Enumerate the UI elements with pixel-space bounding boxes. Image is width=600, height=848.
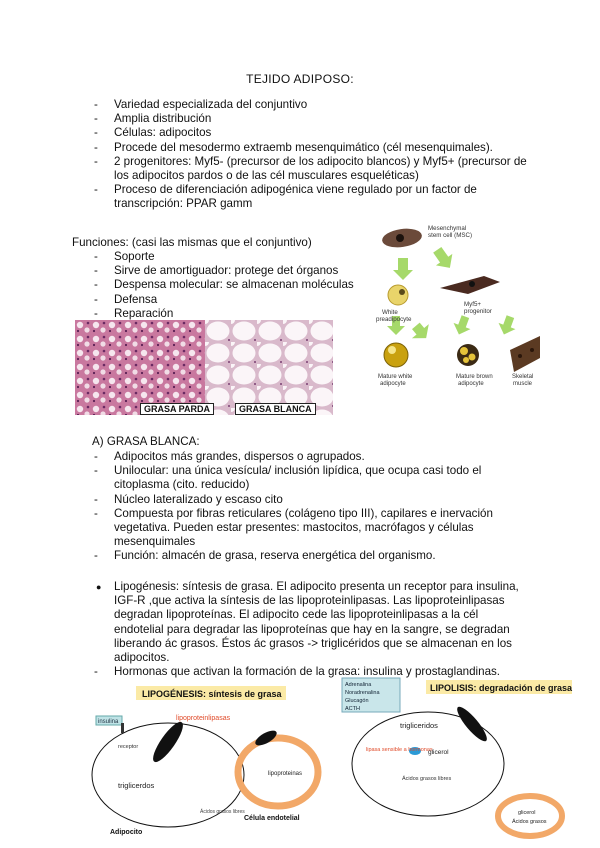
- lineage-mature-brown-label: Mature brown: [456, 374, 493, 380]
- lipogenesis-diagram: [88, 680, 336, 840]
- functions-list: [92, 250, 362, 321]
- lipo-lipoproteins-label: lipoproteinas: [268, 771, 303, 777]
- lipolisis-hormone-4: ACTH: [345, 706, 360, 712]
- lipo-enzyme-label: lipoproteinlipasas: [176, 715, 231, 722]
- list-item: - Soporte: [94, 250, 155, 263]
- lipo-adipocyte-label: Adipocito: [110, 829, 143, 836]
- bullet-icon: ●: [96, 582, 102, 592]
- lineage-skeletal-label-2: muscle: [513, 381, 533, 387]
- list-item: - 2 progenitores: Myf5- (precursor de los adipocito blancos) y Myf5+ (precursor de los adipocitos pardos o de las cél musculares esqueléticas): [94, 154, 527, 183]
- lipolisis-lipase-label: lipasa sensible a hormonas: [366, 747, 433, 753]
- functions-heading: Funciones: (casi las mismas que el conjuntivo): [72, 236, 312, 249]
- histology-image: [75, 320, 333, 415]
- caption-grasa-parda: GRASA PARDA: [140, 403, 214, 415]
- list-item: - Procede del mesodermo extraemb mesenquimático (cél mesenquimales).: [94, 140, 493, 154]
- white-fat-list: [92, 450, 512, 564]
- lipolisis-trigly-label: trigliceridos: [400, 721, 438, 730]
- list-item: - Reparación: [94, 306, 174, 320]
- dash: -: [94, 665, 98, 679]
- lipo-receptor-label: receptor: [118, 744, 139, 750]
- lipolisis-drawing: [340, 676, 575, 842]
- list-item: - Núcleo lateralizado y escaso cito: [94, 492, 283, 506]
- lineage-drawing: [368, 218, 540, 400]
- list-item: - Defensa: [94, 292, 158, 306]
- lineage-mature-white-label: Mature white: [378, 374, 413, 380]
- lipo-insulin-label: insulina: [98, 719, 119, 725]
- white-fat-heading: A) GRASA BLANCA:: [92, 435, 200, 448]
- lineage-diagram: [368, 218, 540, 400]
- list-item: - Adipocitos más grandes, dispersos o agrupados.: [94, 450, 365, 463]
- list-item: - Variedad especializada del conjuntivo: [94, 98, 308, 111]
- lipolisis-hormone-1: Adrenalina: [345, 682, 372, 688]
- lipo-fatty-acids-label: Ácidos grasos libres: [200, 809, 245, 815]
- lineage-myf5-label: Myf5+: [464, 301, 482, 308]
- caption-grasa-blanca: GRASA BLANCA: [235, 403, 316, 415]
- lipo-title: LIPOGÉNESIS: síntesis de grasa: [142, 689, 282, 699]
- list-item: - Células: adipocitos: [94, 126, 212, 140]
- lineage-skeletal-label: Skeletal: [512, 374, 534, 380]
- lineage-mature-white-label-2: adipocyte: [380, 381, 406, 387]
- lineage-white-pre-label-2: preadipocyte: [376, 316, 412, 323]
- lipo-trigly-label: triglicerdos: [118, 781, 155, 790]
- lipolisis-hormone-2: Noradrenalina: [345, 690, 380, 696]
- lipogenesis-item: ● Lipogénesis: síntesis de grasa. El adipocito presenta un receptor para insulina, IGF-R ,que activa la síntesis de las lipoproteinlipasas. Las lipoproteinlipasas degradan lipoproteínas. El adipocito cede las lipoproteinlipasas a la cél endotelial para degradar las lipoproteínas que hay en la sangre, se degradan liberando ác grasos. Éstos ác grasos -> triglicéridos que se almacenan en los adipocitos.: [96, 580, 519, 665]
- histology-picture: [75, 320, 333, 415]
- list-item: - Amplia distribución: [94, 112, 212, 126]
- list-item: - Proceso de diferenciación adipogénica viene regulado por un factor de transcripción: PPAR gamm: [94, 183, 477, 211]
- lipolisis-fatty-acids-label: Ácidos grasos libres: [402, 776, 452, 782]
- lipolisis-title: LIPOLISIS: degradación de grasa: [430, 683, 573, 693]
- lineage-mature-brown-label-2: adipocyte: [458, 381, 484, 387]
- lineage-myf5-label-2: progenitor: [464, 308, 492, 315]
- hormones-item: - Hormonas que activan la formación de la grasa: insulina y prostaglandinas.: [94, 665, 501, 679]
- intro-list: [92, 98, 532, 212]
- list-item: - Sirve de amortiguador: protege det órganos: [94, 264, 339, 278]
- page-title: TEJIDO ADIPOSO:: [246, 72, 354, 86]
- lipogenesis-drawing: [88, 680, 336, 840]
- lipolisis-glycerol2-label: glicerol: [518, 810, 536, 816]
- lipolisis-fatty-acids2-label: Ácidos grasos: [512, 819, 547, 825]
- lipo-endothelial-label: Célula endotelial: [244, 815, 300, 822]
- lipolisis-hormone-3: Glucagón: [345, 698, 369, 704]
- lineage-msc-label-2: stem cell (MSC): [428, 232, 473, 239]
- list-item: - Unilocular: una única vesícula/ inclusión lipídica, que ocupa casi todo el citoplasma (cito. reducido): [94, 464, 482, 492]
- lipolisis-glycerol-label: glicerol: [428, 749, 449, 756]
- lineage-msc-label: Mesenchymal: [428, 225, 467, 232]
- list-item: - Compuesta por fibras reticulares (colágeno tipo III), capilares e inervación vegetativa. Pueden estar presentes: mastocitos, macrófagos y células mesenquimales: [94, 506, 493, 549]
- list-item: - Función: almacén de grasa, reserva energética del organismo.: [94, 549, 436, 563]
- lipogenesis-block: [92, 580, 520, 679]
- list-item: - Despensa molecular: se almacenan moléculas: [94, 278, 354, 292]
- lipolisis-diagram: [340, 676, 575, 842]
- lineage-white-pre-label: White: [382, 309, 398, 316]
